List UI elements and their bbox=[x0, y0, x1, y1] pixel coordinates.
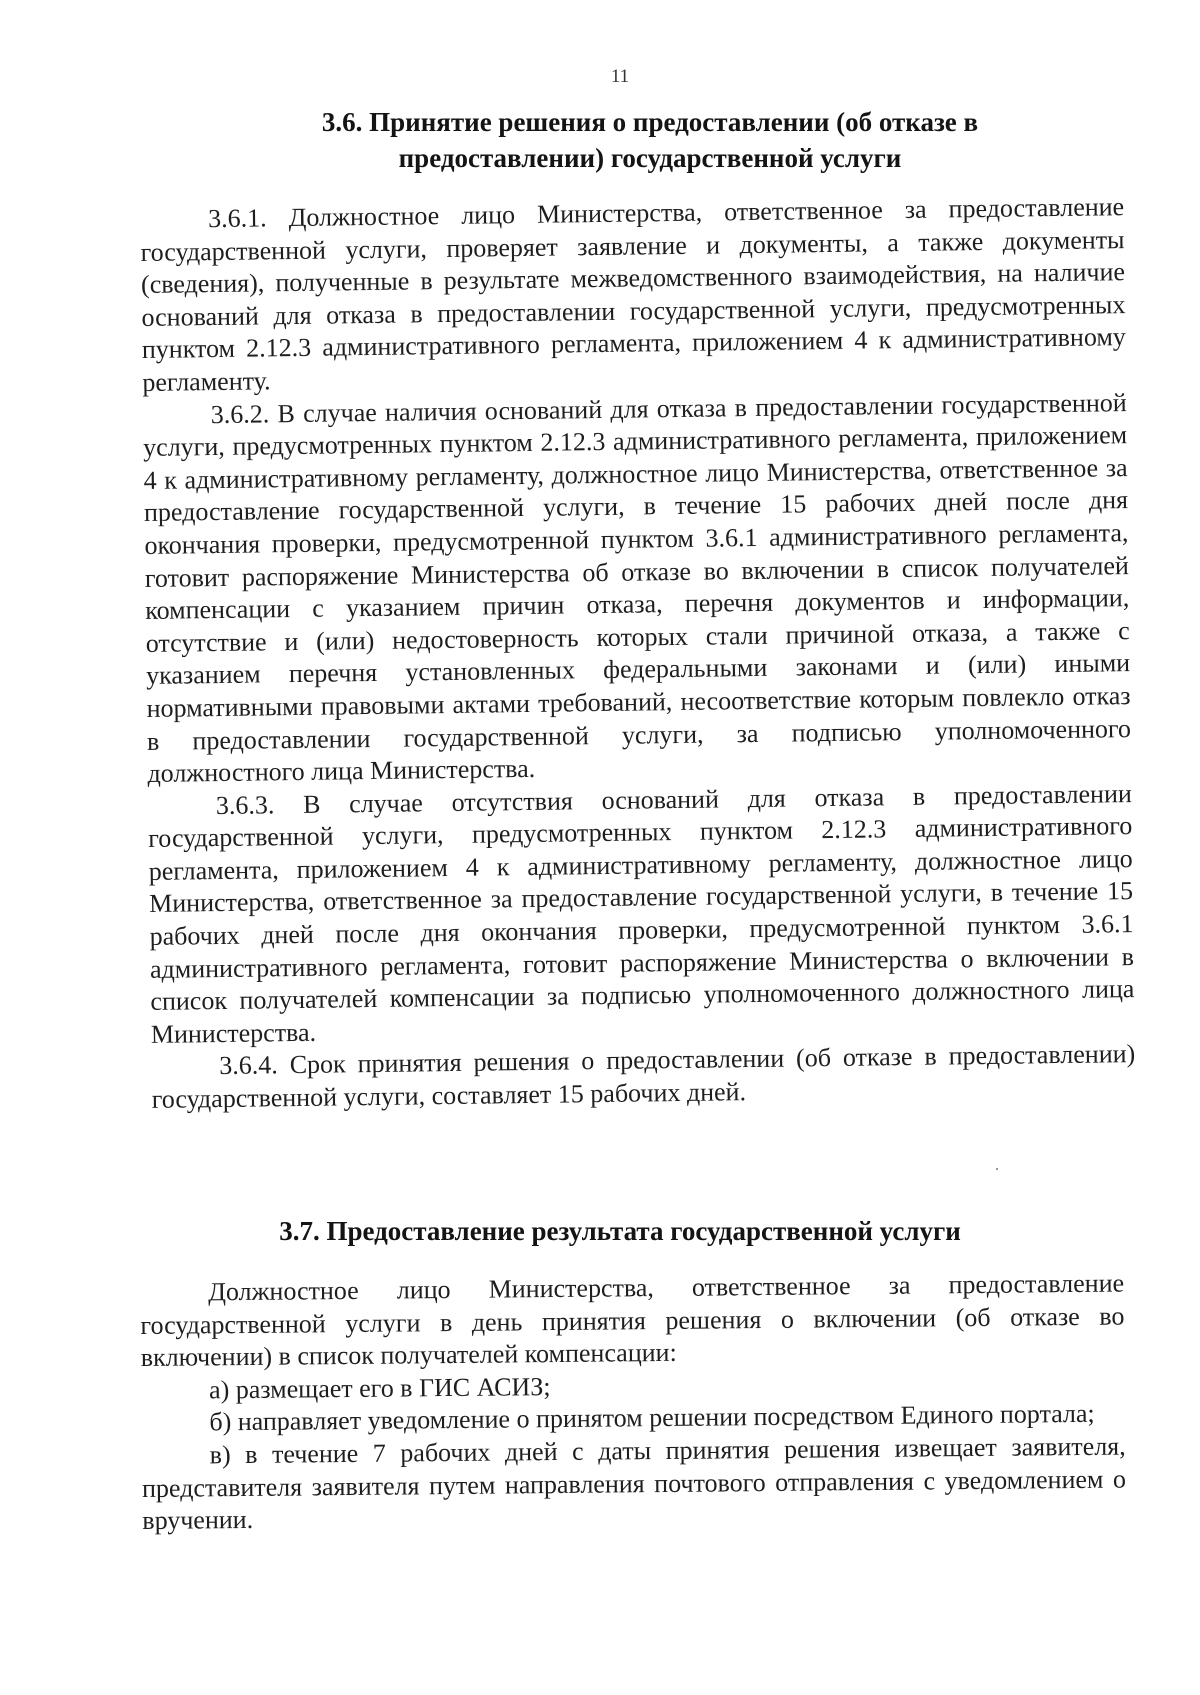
list-item-a: а) размещает его в ГИС АСИЗ; bbox=[208, 1371, 551, 1405]
paragraph-3-6-3: 3.6.3. В случае отсутствия оснований для отказа в предоставлении государственной услуги, предусмотренных пунктом 2.12.3 административного регламента, приложением 4 к административному регламенту, должностное лицо Министерства, ответственное за предоставление государственной услуги, в течение 15 рабочих дней после дня окончания проверки, предусмотренной пунктом 3.6.1 административного регламента, готовит распоряжение Министерства о включении в список получателей компенсации за подписью уполномоченного должностного лица Министерства. bbox=[148, 778, 1135, 1049]
paragraph-3-6-1: 3.6.1. Должностное лицо Министерства, ответственное за предоставление государственной услуги, проверяет заявление и документы, а также документы (сведения), полученные в результате межведомственного взаимодействия, на наличие оснований для отказа в предоставлении государственной услуги, предусмотренных пунктом 2.12.3 административного регламента, приложением 4 к административному регламенту. bbox=[140, 192, 1127, 397]
scan-speck bbox=[996, 1168, 998, 1170]
section-3-6-heading bbox=[250, 104, 1050, 176]
section-3-6-heading-line-2: предоставлении) государственной услуги bbox=[398, 143, 902, 173]
paragraph-3-6-4: 3.6.4. Срок принятия решения о предоставлении (об отказе в предоставлении) государственной услуги, составляет 15 рабочих дней. bbox=[151, 1039, 1136, 1114]
section-3-6-body bbox=[140, 191, 1136, 1116]
list-item-c: в) в течение 7 рабочих дней с даты принятия решения извещает заявителя, представителя заявителя путем направления почтового отправления с уведомлением о вручении. bbox=[141, 1431, 1127, 1536]
section-3-7-heading: 3.7. Предоставление результата государственной услуги bbox=[279, 1216, 961, 1246]
page-number: 11 bbox=[610, 66, 630, 87]
paragraph-3-7-intro: Должностное лицо Министерства, ответственное за предоставление государственной услуги в день принятия решения о включении (об отказе во включении) в список получателей компенсации: bbox=[140, 1268, 1125, 1373]
list-item-b: б) направляет уведомление о принятом решении посредством Единого портала; bbox=[209, 1399, 1095, 1437]
section-3-7-body bbox=[140, 1268, 1126, 1538]
section-3-6-heading-line-1: 3.6. Принятие решения о предоставлении (об отказе в bbox=[321, 107, 979, 137]
paragraph-3-6-2: 3.6.2. В случае наличия оснований для отказа в предоставлении государственной услуги, предусмотренных пунктом 2.12.3 административного регламента, приложением 4 к административному регламенту, должностное лицо Министерства, ответственное за предоставление государственной услуги, в течение 15 рабочих дней после дня окончания проверки, предусмотренной пунктом 3.6.1 административного регламента, готовит распоряжение Министерства об отказе во включении в список получателей компенсации с указанием причин отказа, перечня документов и информации, отсутствие и (или) недостоверность которых стали причиной отказа, а также с указанием перечня установленных федеральными законами и (или) иными нормативными правовыми актами требований, несоответствие которым повлекло отказ в предоставлении государственной услуги, за подписью уполномоченного должностного лица Министерства. bbox=[142, 387, 1132, 789]
